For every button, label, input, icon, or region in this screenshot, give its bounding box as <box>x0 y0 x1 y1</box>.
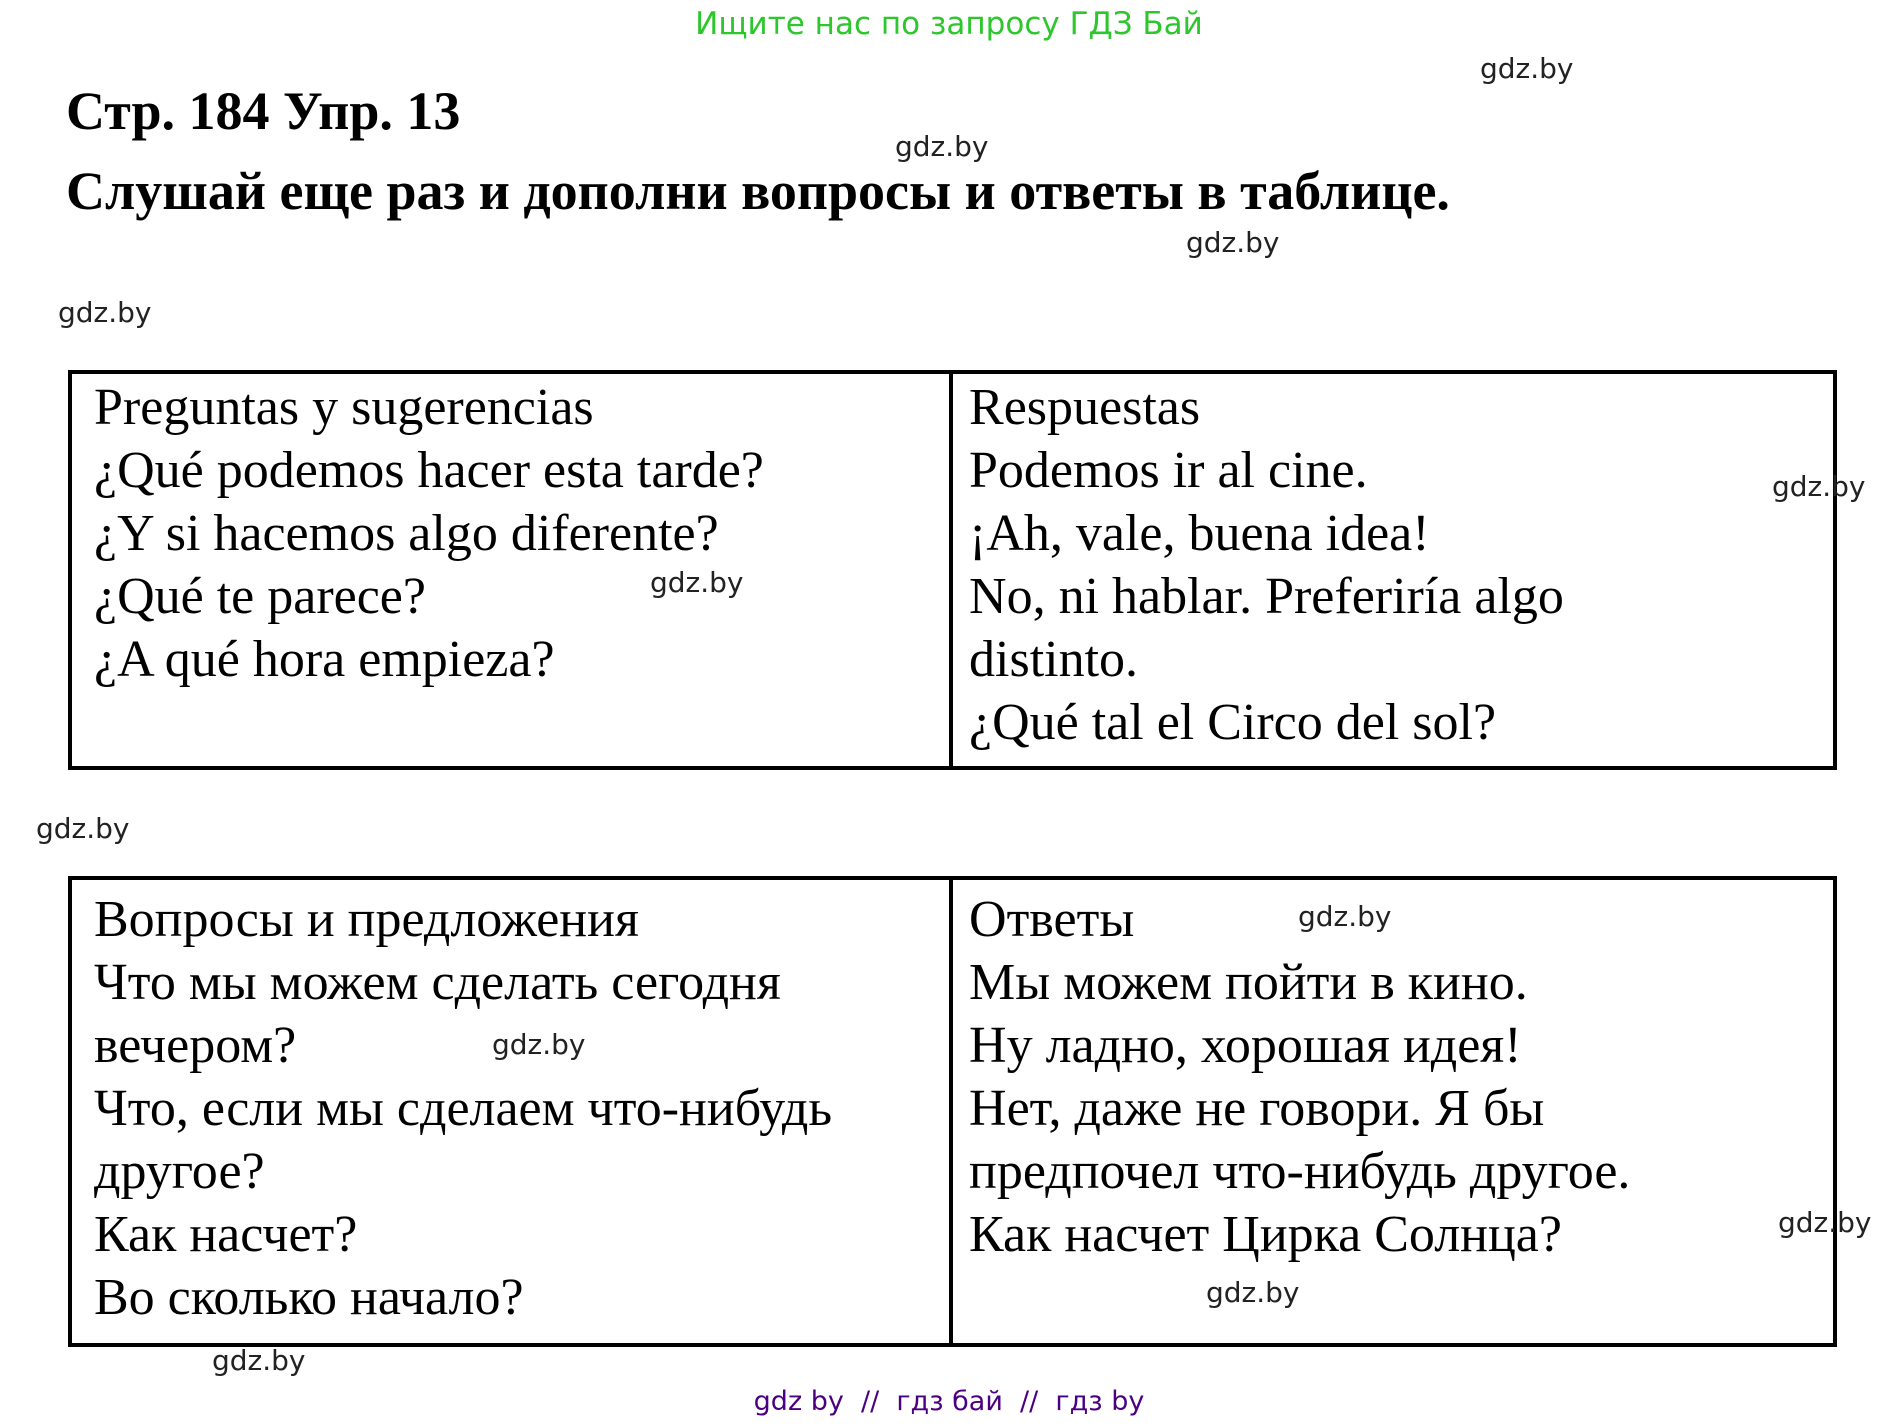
table-spanish-questions-cell <box>72 374 953 766</box>
question-line: Что мы можем сделать сегодня <box>94 954 781 1011</box>
gdz-watermark: gdz.by <box>1298 900 1392 933</box>
question-line: Что, если мы сделаем что-нибудь <box>94 1080 833 1137</box>
question-line: Во сколько начало? <box>94 1269 524 1326</box>
column-header-answers: Ответы <box>969 891 1135 948</box>
gdz-watermark: gdz.by <box>212 1344 306 1377</box>
table-spanish <box>68 370 1837 770</box>
gdz-watermark: gdz.by <box>1206 1276 1300 1309</box>
promo-banner: Ищите нас по запросу ГДЗ Бай <box>695 6 1203 42</box>
gdz-watermark: gdz.by <box>1778 1206 1872 1239</box>
answer-line: Ну ладно, хорошая идея! <box>969 1017 1522 1074</box>
answer-line: Podemos ir al cine. <box>969 442 1368 499</box>
answer-line: ¿Qué tal el Circo del sol? <box>969 694 1497 751</box>
question-line: Как насчет? <box>94 1206 358 1263</box>
gdz-watermark: gdz.by <box>58 296 152 329</box>
gdz-watermark: gdz.by <box>36 812 130 845</box>
question-line: ¿Qué te parece? <box>94 568 426 625</box>
question-line: ¿Y si hacemos algo diferente? <box>94 505 719 562</box>
table-russian-answers-cell <box>953 880 1833 1343</box>
answer-line: distinto. <box>969 631 1139 688</box>
gdz-watermark: gdz.by <box>1772 470 1866 503</box>
answer-line: Мы можем пойти в кино. <box>969 954 1528 1011</box>
column-header-questions: Preguntas y sugerencias <box>94 379 594 436</box>
gdz-watermark: gdz.by <box>492 1028 586 1061</box>
gdz-watermark: gdz.by <box>1186 226 1280 259</box>
site-footer-links: gdz by // гдз бай // гдз by <box>753 1386 1145 1417</box>
answer-line: Как насчет Цирка Солнца? <box>969 1206 1562 1263</box>
question-line: вечером? <box>94 1017 297 1074</box>
question-line: другое? <box>94 1143 265 1200</box>
table-russian-questions-cell <box>72 880 953 1343</box>
gdz-watermark: gdz.by <box>1480 52 1574 85</box>
answer-line: предпочел что-нибудь другое. <box>969 1143 1631 1200</box>
column-header-answers: Respuestas <box>969 379 1201 436</box>
table-russian <box>68 876 1837 1347</box>
answer-line: Нет, даже не говори. Я бы <box>969 1080 1545 1137</box>
task-instruction-heading: Слушай еще раз и дополни вопросы и ответы в таблице. <box>66 161 1450 221</box>
exercise-reference-heading: Стр. 184 Упр. 13 <box>66 81 461 141</box>
gdz-watermark: gdz.by <box>895 130 989 163</box>
answer-line: No, ni hablar. Preferiría algo <box>969 568 1564 625</box>
gdz-watermark: gdz.by <box>650 566 744 599</box>
question-line: ¿Qué podemos hacer esta tarde? <box>94 442 764 499</box>
question-line: ¿A qué hora empieza? <box>94 631 555 688</box>
answer-line: ¡Ah, vale, buena idea! <box>969 505 1430 562</box>
table-spanish-answers-cell <box>953 374 1833 766</box>
column-header-questions: Вопросы и предложения <box>94 891 639 948</box>
